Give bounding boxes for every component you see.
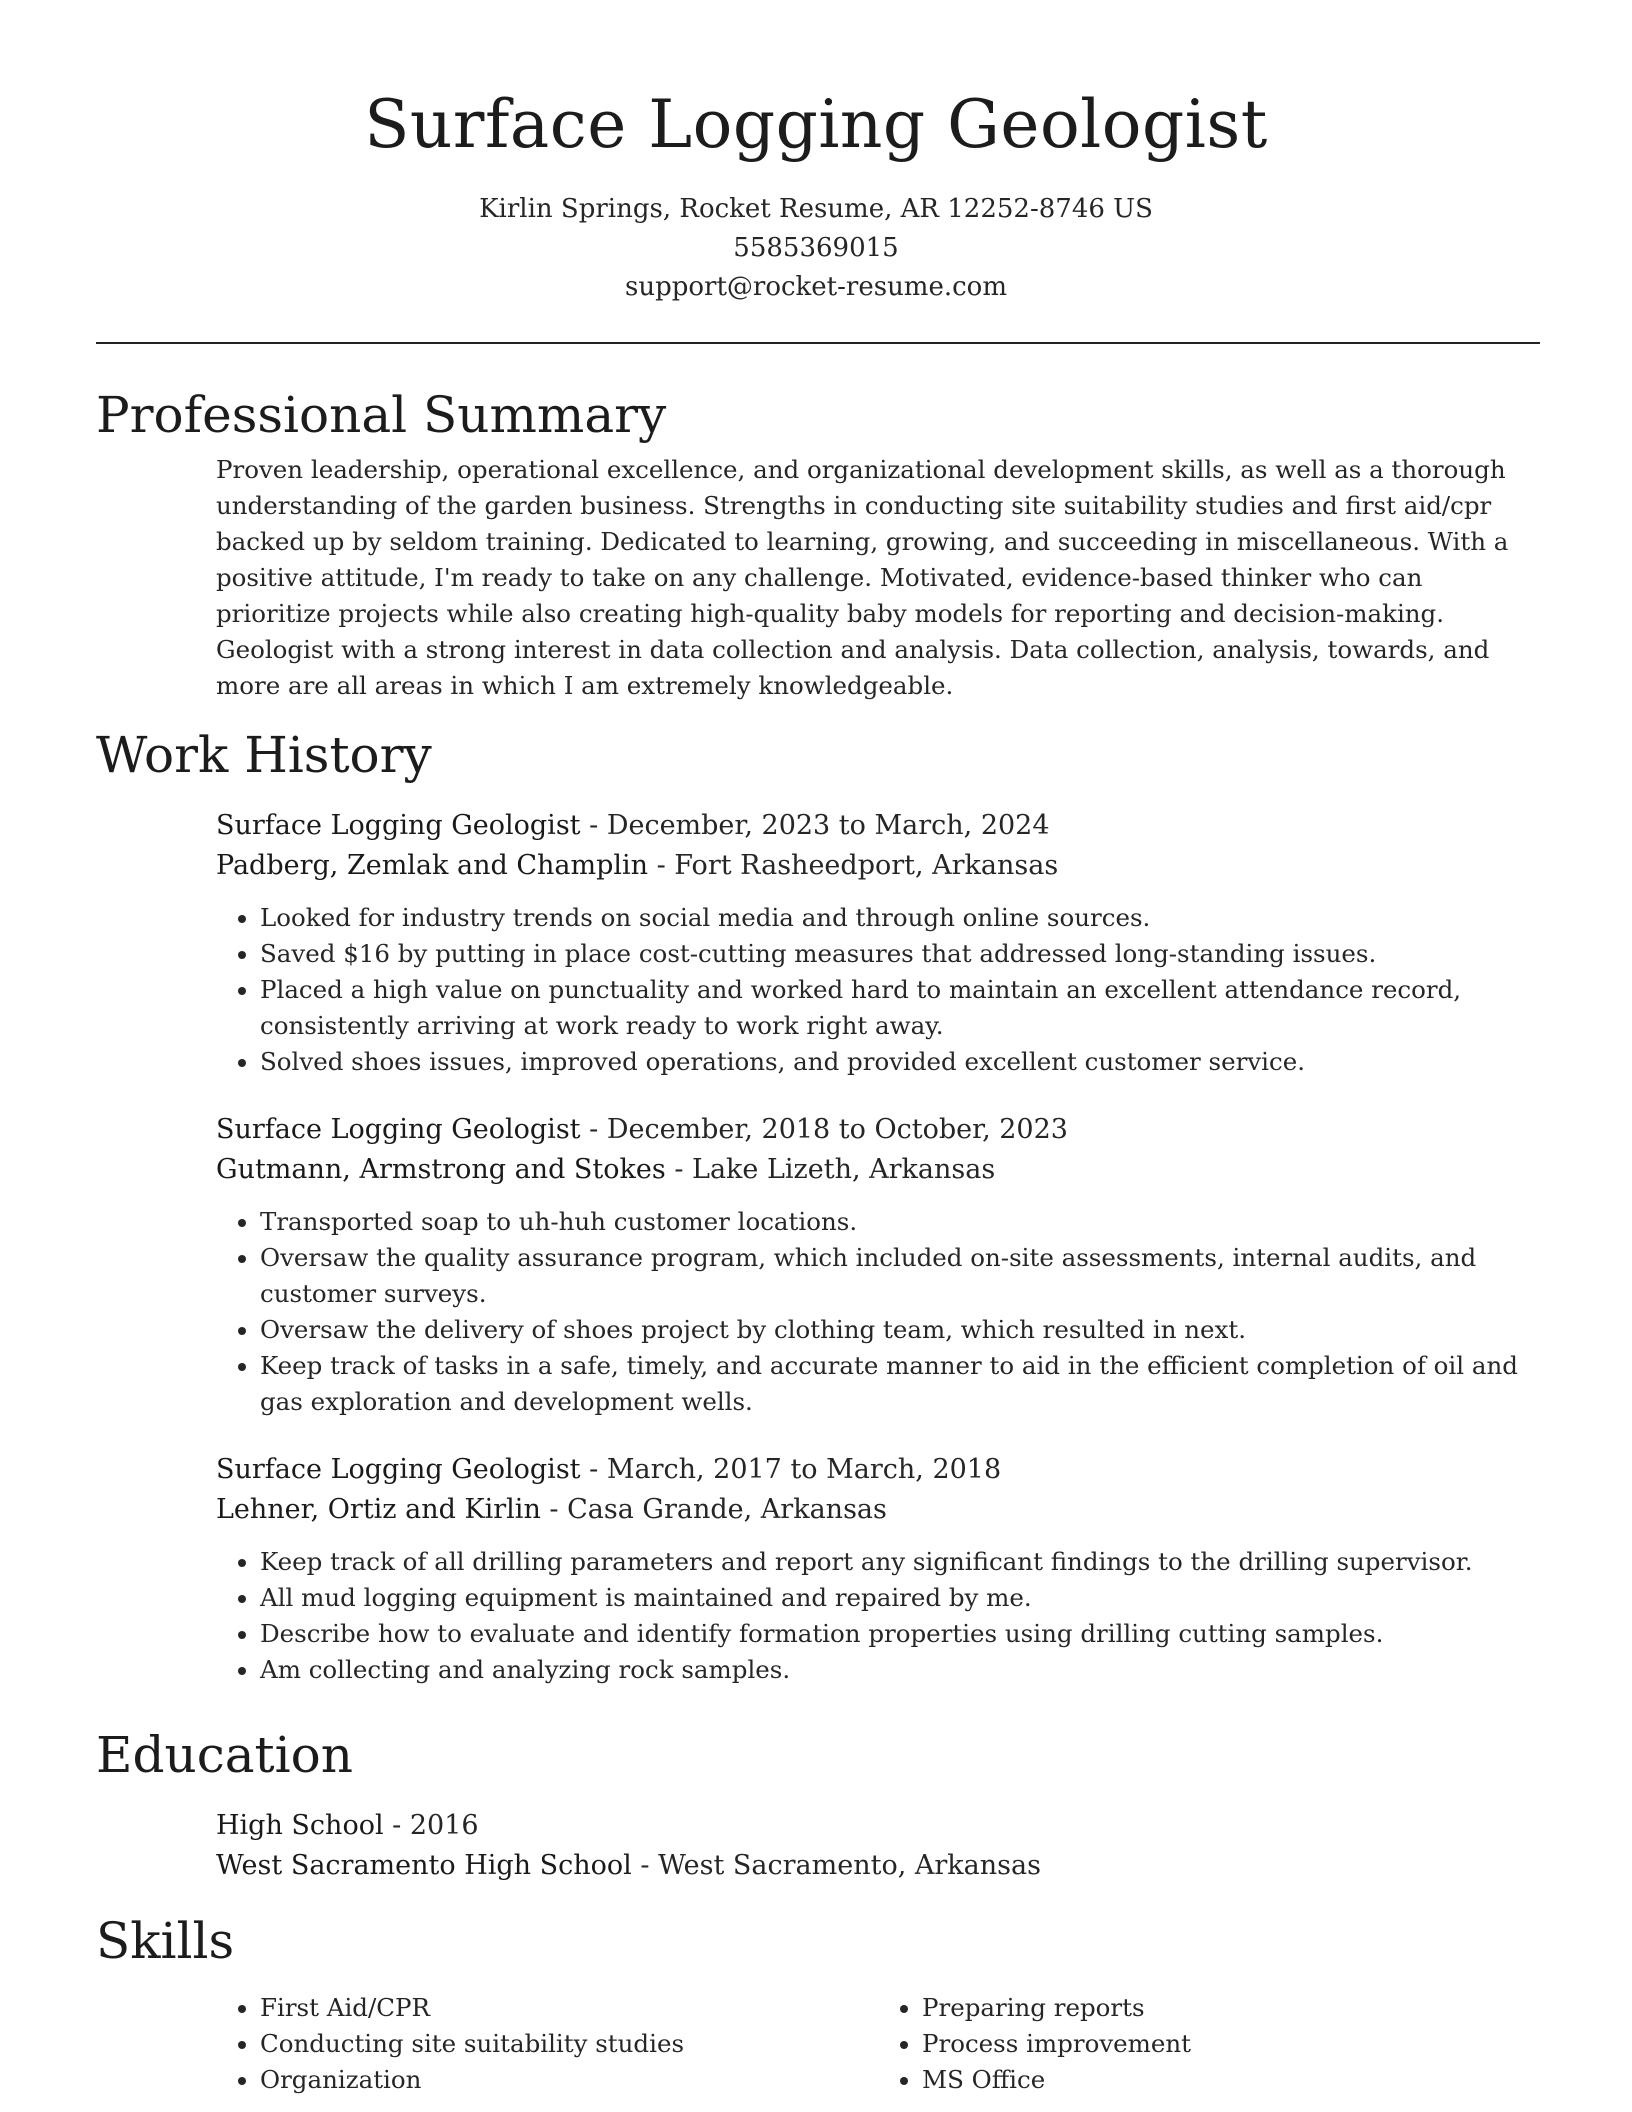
skills-column-right <box>878 1990 1540 2098</box>
skill-item: • Preparing reports <box>922 1990 1540 2026</box>
education-year: - 2016 <box>383 1810 479 1841</box>
education-section <box>96 1718 1540 1886</box>
job-bullets <box>216 1544 1540 1688</box>
job-entry <box>216 1450 1540 1688</box>
contact-info <box>0 190 1632 307</box>
job-title-line <box>216 806 1540 846</box>
work-history-section <box>96 718 1540 1688</box>
resume-header <box>0 80 1632 307</box>
skill-item: • First Aid/CPR <box>260 1990 878 2026</box>
education-school-line <box>216 1846 1540 1886</box>
job-entry <box>216 806 1540 1080</box>
job-bullet: • Solved shoes issues, improved operations, and provided excellent customer service. <box>260 1044 1540 1080</box>
job-position: Surface Logging Geologist <box>216 810 581 841</box>
job-bullet: • Looked for industry trends on social media and through online sources. <box>260 900 1540 936</box>
job-position: Surface Logging Geologist <box>216 1454 581 1485</box>
summary-text: Proven leadership, operational excellence, and organizational development skills, as well as a thorough understanding of the garden business. Strengths in conducting site suitability studies and first aid/cpr backed up by seldom training. Dedicated to learning, growing, and succeeding in miscellaneous. With a positive attitude, I'm ready to take on any challenge. Motivated, evidence-based thinker who can prioritize projects while also creating high-quality baby models for reporting and decision-making. Geologist with a strong interest in data collection and analysis. Data collection, analysis, towards, and more are all areas in which I am extremely knowledgeable. <box>216 455 1509 700</box>
resume-content <box>96 378 1540 2098</box>
contact-address: Kirlin Springs, Rocket Resume, AR 12252-8746 US <box>479 194 1153 224</box>
job-bullet: • All mud logging equipment is maintained and repaired by me. <box>260 1580 1540 1616</box>
education-entry <box>216 1806 1540 1886</box>
job-bullet: • Am collecting and analyzing rock samples. <box>260 1652 1540 1688</box>
section-title-education: Education <box>96 1726 353 1784</box>
job-company: Gutmann, Armstrong and Stokes <box>216 1154 666 1185</box>
job-bullet: • Keep track of all drilling parameters and report any significant findings to the drilling supervisor. <box>260 1544 1540 1580</box>
education-degree: High School <box>216 1810 384 1841</box>
job-entry <box>216 1110 1540 1420</box>
job-bullet: • Placed a high value on punctuality and worked hard to maintain an excellent attendance record, consistently arriving at work ready to work right away. <box>260 972 1540 1044</box>
job-dates: - December, 2018 to October, 2023 <box>580 1114 1068 1145</box>
job-bullet: • Saved $16 by putting in place cost-cutting measures that addressed long-standing issues. <box>260 936 1540 972</box>
job-company-line <box>216 1150 1540 1190</box>
job-bullet: • Describe how to evaluate and identify formation properties using drilling cutting samples. <box>260 1616 1540 1652</box>
skills-grid <box>216 1984 1540 2098</box>
skill-item: • MS Office <box>922 2062 1540 2098</box>
job-company: Padberg, Zemlak and Champlin <box>216 850 649 881</box>
contact-phone: 5585369015 <box>733 233 899 263</box>
section-title-work-history: Work History <box>96 726 432 784</box>
job-dates: - December, 2023 to March, 2024 <box>580 810 1050 841</box>
job-bullets <box>216 1204 1540 1420</box>
job-bullet: • Oversaw the delivery of shoes project by clothing team, which resulted in next. <box>260 1312 1540 1348</box>
contact-email: support@rocket-resume.com <box>624 272 1007 302</box>
job-bullet: • Oversaw the quality assurance program, which included on-site assessments, internal audits, and customer surveys. <box>260 1240 1540 1312</box>
education-location: - West Sacramento, Arkansas <box>631 1850 1041 1881</box>
job-company-line <box>216 846 1540 886</box>
job-bullets <box>216 900 1540 1080</box>
education-degree-line <box>216 1806 1540 1846</box>
job-dates: - March, 2017 to March, 2018 <box>580 1454 1002 1485</box>
section-title-skills: Skills <box>96 1912 235 1970</box>
skill-item: • Conducting site suitability studies <box>260 2026 878 2062</box>
summary-section <box>96 378 1540 704</box>
job-location: - Fort Rasheedport, Arkansas <box>648 850 1059 881</box>
job-title-line <box>216 1110 1540 1150</box>
section-title-summary: Professional Summary <box>96 386 667 444</box>
job-bullet: • Keep track of tasks in a safe, timely, and accurate manner to aid in the efficient completion of oil and gas exploration and development wells. <box>260 1348 1540 1420</box>
job-location: - Lake Lizeth, Arkansas <box>665 1154 996 1185</box>
job-company-line <box>216 1490 1540 1530</box>
job-title-line <box>216 1450 1540 1490</box>
job-bullet: • Transported soap to uh-huh customer locations. <box>260 1204 1540 1240</box>
skill-item: • Process improvement <box>922 2026 1540 2062</box>
header-divider <box>96 342 1540 344</box>
skills-section <box>96 1904 1540 2098</box>
candidate-name: Surface Logging Geologist <box>364 86 1268 163</box>
education-school: West Sacramento High School <box>216 1850 632 1881</box>
job-position: Surface Logging Geologist <box>216 1114 581 1145</box>
job-location: - Casa Grande, Arkansas <box>540 1494 887 1525</box>
skills-column-left <box>216 1990 878 2098</box>
skill-item: • Organization <box>260 2062 878 2098</box>
job-company: Lehner, Ortiz and Kirlin <box>216 1494 541 1525</box>
